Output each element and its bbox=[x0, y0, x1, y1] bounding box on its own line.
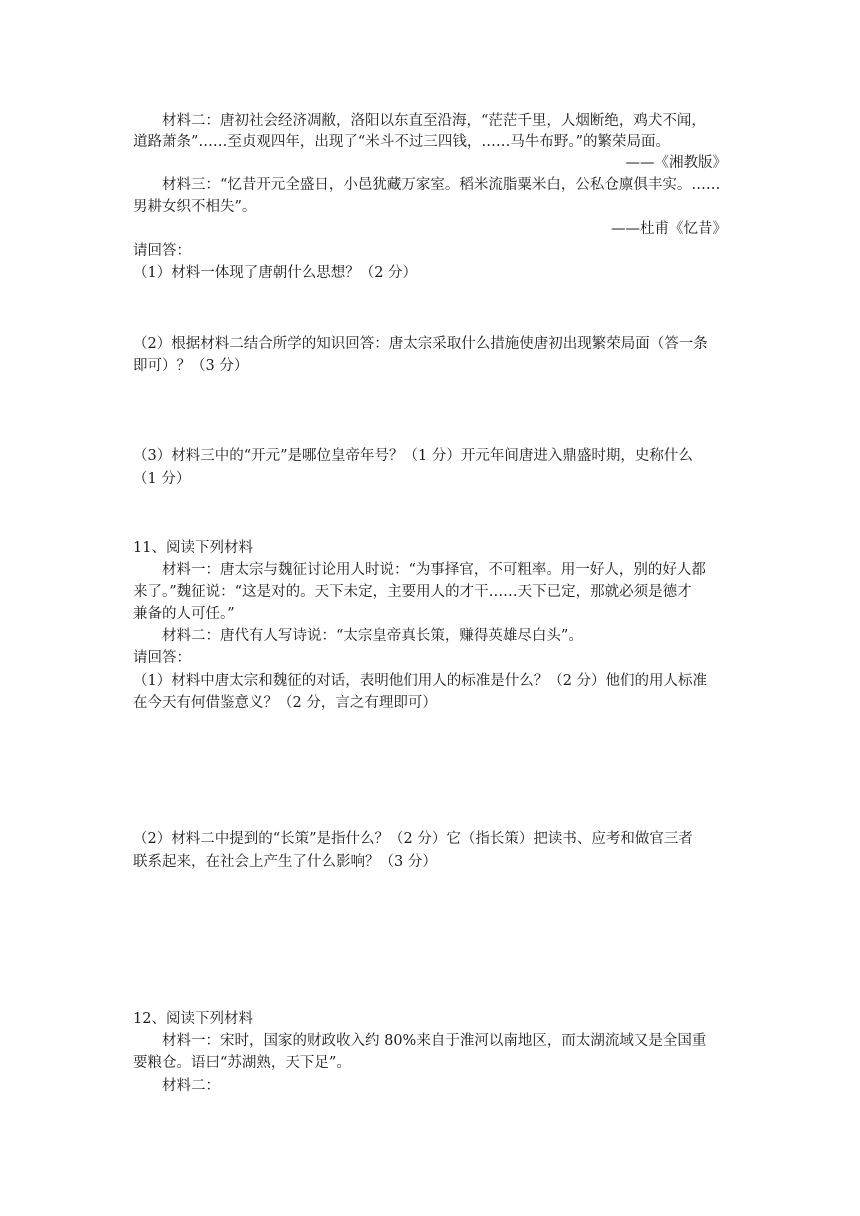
q10-question-2-line2: 即可）？（3 分） bbox=[133, 358, 249, 374]
q10-material3-source: ——杜甫《忆昔》 bbox=[611, 221, 727, 237]
q10-material3-line2: 男耕女织不相失”。 bbox=[133, 199, 257, 215]
q11-material1-line1: 材料一：唐太宗与魏征讨论用人时说：“为事择官，不可粗率。用一好人，别的好人都 bbox=[162, 562, 706, 578]
q10-material2-source: ——《湘教版》 bbox=[625, 155, 727, 171]
q10-question-3-line1: （3）材料三中的“开元”是哪位皇帝年号？（1 分）开元年间唐进入鼎盛时期，史称什么 bbox=[133, 448, 693, 464]
q10-material2-line2: 道路萧条”……至贞观四年，出现了“米斗不过三四钱，……马牛布野。”的繁荣局面。 bbox=[133, 134, 670, 150]
q12-material2: 材料二： bbox=[162, 1078, 220, 1094]
q10-question-2-line1: （2）根据材料二结合所学的知识回答：唐太宗采取什么措施使唐初出现繁荣局面（答一条 bbox=[133, 336, 708, 352]
q11-question-2-line2: 联系起来，在社会上产生了什么影响？（3 分） bbox=[133, 854, 437, 870]
q11-question-2-line1: （2）材料二中提到的“长策”是指什么？（2 分）它（指长策）把读书、应考和做官三者 bbox=[133, 831, 693, 847]
q11-material1-line3: 兼备的人可任。” bbox=[133, 606, 235, 622]
q10-answer-prompt: 请回答： bbox=[133, 243, 191, 259]
q11-answer-prompt: 请回答： bbox=[133, 650, 191, 666]
q11-material2: 材料二：唐代有人写诗说：“太宗皇帝真长策，赚得英雄尽白头”。 bbox=[162, 628, 583, 644]
q10-material3-line1: 材料三：“忆昔开元全盛日，小邑犹藏万家室。稻米流脂粟米白，公私仓廪俱丰实。…… bbox=[162, 177, 721, 193]
q11-material1-line2: 来了。”魏征说：“这是对的。天下未定，主要用人的才干……天下已定，那就必须是德才 bbox=[133, 584, 692, 600]
q10-material2-line1: 材料二：唐初社会经济凋敝，洛阳以东直至沿海，“茫茫千里，人烟断绝，鸡犬不闻， bbox=[162, 113, 706, 129]
q12-material1-line2: 要粮仓。语曰“苏湖熟，天下足”。 bbox=[133, 1055, 351, 1071]
q11-heading: 11、阅读下列材料 bbox=[133, 540, 253, 556]
q11-question-1-line2: 在今天有何借鉴意义？（2 分，言之有理即可） bbox=[133, 695, 437, 711]
q10-question-3-line2: （1 分） bbox=[133, 471, 191, 487]
q10-question-1: （1）材料一体现了唐朝什么思想？（2 分） bbox=[133, 265, 418, 281]
q12-material1-line1: 材料一：宋时，国家的财政收入约 80%来自于淮河以南地区，而太湖流域又是全国重 bbox=[162, 1033, 707, 1049]
q12-heading: 12、阅读下列材料 bbox=[133, 1011, 253, 1027]
q11-question-1-line1: （1）材料中唐太宗和魏征的对话，表明他们用人的标准是什么？（2 分）他们的用人标准 bbox=[133, 673, 708, 689]
